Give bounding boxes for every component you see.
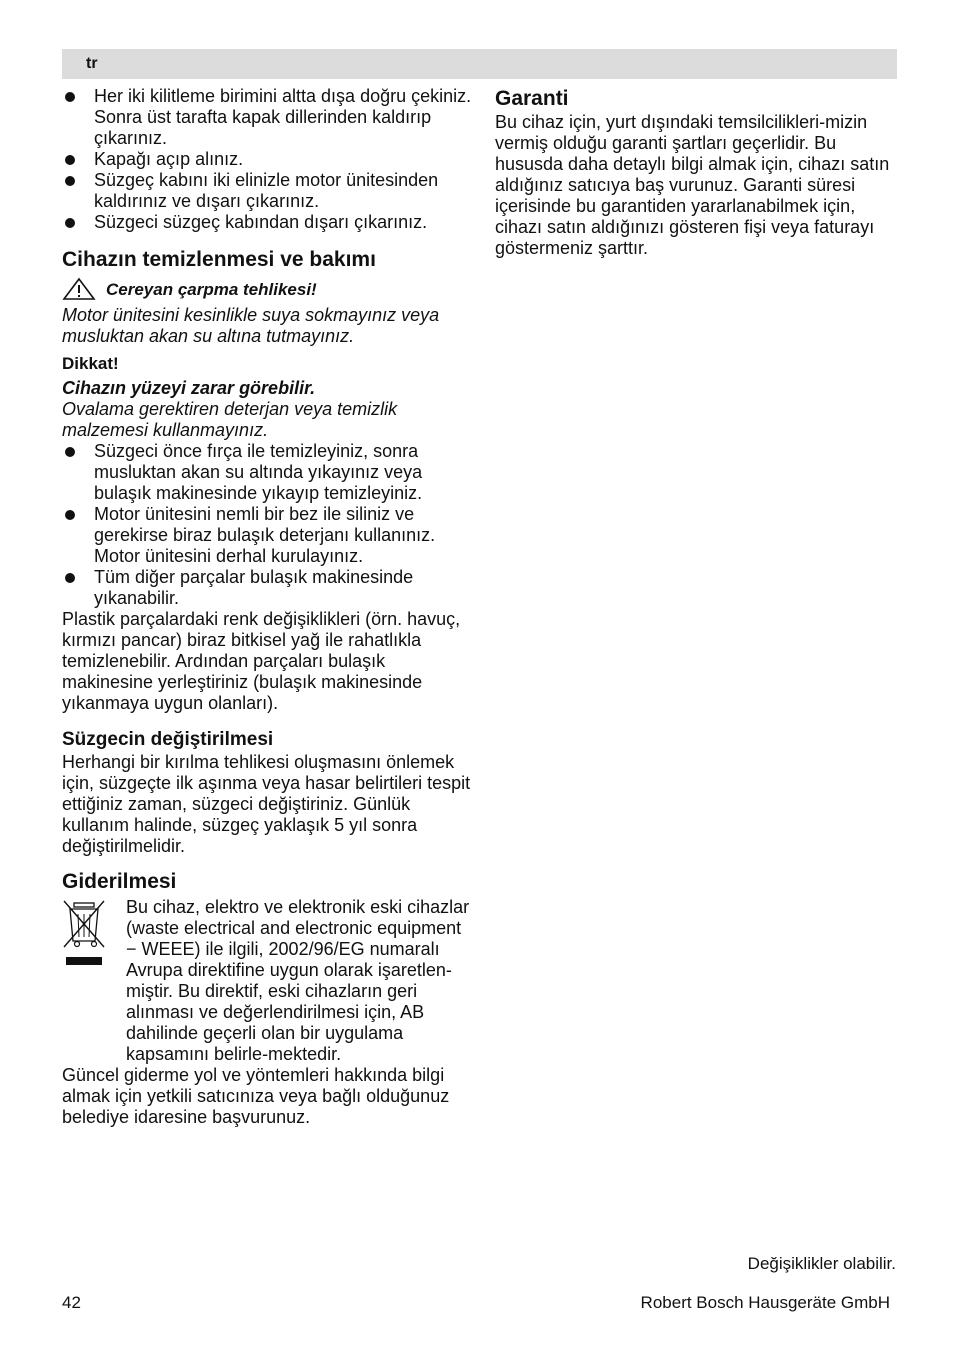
list-item: Süzgeci önce fırça ile temizleyiniz, sonra musluktan akan su altında yıkayınız veya bulaşık makinesinde yıkayıp temizleyiniz. <box>62 441 472 504</box>
cleaning-list <box>62 441 472 609</box>
language-bar <box>62 49 897 79</box>
caution-label: Dikkat! <box>62 354 119 373</box>
list-item: Süzgeç kabını iki elinizle motor ünitesinden kaldırınız ve dışarı çıkarınız. <box>62 170 472 212</box>
right-column <box>495 86 895 259</box>
list-item: Tüm diğer parçalar bulaşık makinesinde yıkanabilir. <box>62 567 472 609</box>
left-column <box>62 86 472 1128</box>
list-item: Süzgeci süzgeç kabından dışarı çıkarınız. <box>62 212 472 233</box>
weee-text: Bu cihaz, elektro ve elektronik eski cihazlar (waste electrical and electronic equipment − WEEE) ile ilgili, 2002/96/EG numaralı Avrupa direktifine uygun olarak işaretlen-miştir. Bu direktif, eski cihazların geri alınması ve değerlendirilmesi için, AB dahilinde geçerli olan bir uygulama kapsamını belirle-mektedir. <box>126 897 470 1064</box>
weee-block <box>62 897 472 1065</box>
electric-shock-warning <box>62 277 472 301</box>
disassembly-list <box>62 86 472 233</box>
list-item: Her iki kilitleme birimini altta dışa doğru çekiniz. Sonra üst tarafta kapak dillerinden kaldırıp çıkarınız. <box>62 86 472 149</box>
warranty-heading: Garanti <box>495 87 569 110</box>
changes-note: Değişiklikler olabilir. <box>747 1254 896 1273</box>
disposal-info-text: Güncel giderme yol ve yöntemleri hakkında bilgi almak için yetkili satıcınıza veya bağlı olduğunuz belediye idaresine başvurunuz. <box>62 1065 450 1127</box>
caution-subheading: Cihazın yüzeyi zarar görebilir. <box>62 378 316 398</box>
caution-text: Ovalama gerektiren deterjan veya temizlik malzemesi kullanmayınız. <box>62 399 398 440</box>
language-code: tr <box>86 55 98 72</box>
warning-label: Cereyan çarpma tehlikesi! <box>106 279 317 299</box>
care-heading: Cihazın temizlenmesi ve bakımı <box>62 248 376 271</box>
list-item: Motor ünitesini nemli bir bez ile siliniz ve gerekirse biraz bulaşık deterjanı kullanınız. Motor ünitesini derhal kurulayınız. <box>62 504 472 567</box>
warranty-text: Bu cihaz için, yurt dışındaki temsilcilikleri-mizin vermiş olduğu garanti şartları geçerlidir. Bu hususda daha detaylı bilgi almak için, cihazı satın aldığınız satıcıya baş vurunuz. Garanti süresi içerisinde bu garantiden yararlanabilmek için, cihazı satın aldığınızı gösteren fişi veya faturayı göstermeniz şarttır. <box>495 112 890 258</box>
warning-triangle-icon <box>62 277 96 301</box>
plastic-parts-text: Plastik parçalardaki renk değişiklikleri (örn. havuç, kırmızı pancar) biraz bitkisel yağ ile rahatlıkla temizlenebilir. Ardından parçaları bulaşık makinesine yerleştiriniz (bulaşık makinesinde yıkanmaya uygun olanları). <box>62 609 461 713</box>
disposal-heading: Giderilmesi <box>62 870 177 893</box>
page-number: 42 <box>62 1293 81 1312</box>
filter-replacement-text: Herhangi bir kırılma tehlikesi oluşmasını önlemek için, süzgeçte ilk aşınma veya hasar belirtileri tespit ettiğiniz zaman, süzgeci değiştiriniz. Günlük kullanım halinde, süzgeç yaklaşık 5 yıl sonra değiştirilmelidir. <box>62 752 471 856</box>
warning-text: Motor ünitesini kesinlikle suya sokmayınız veya musluktan akan su altına tutmayınız. <box>62 305 440 346</box>
list-item: Kapağı açıp alınız. <box>62 149 472 170</box>
filter-replacement-heading: Süzgecin değiştirilmesi <box>62 729 274 750</box>
crossed-bin-icon <box>62 897 126 1065</box>
company-name: Robert Bosch Hausgeräte GmbH <box>640 1293 890 1312</box>
